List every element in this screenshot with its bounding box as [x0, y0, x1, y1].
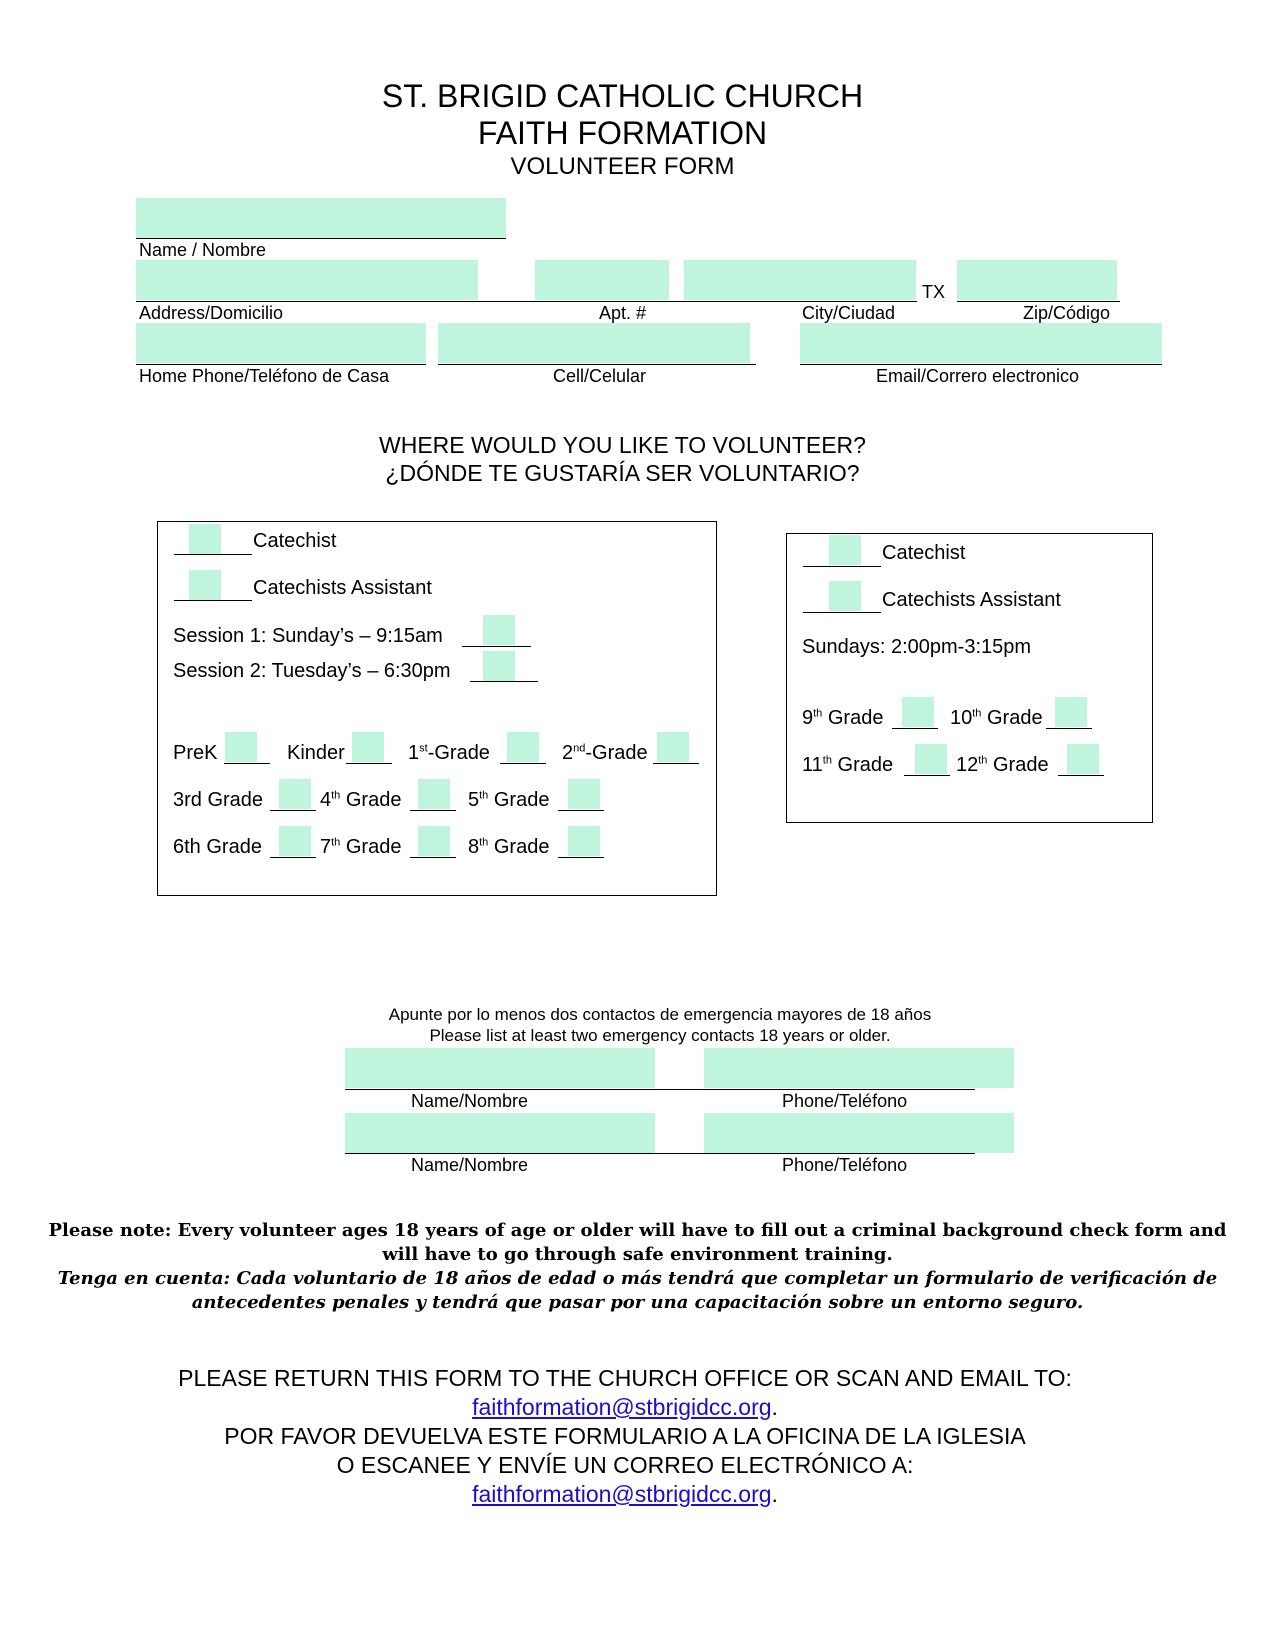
return-instruction-es-2: O ESCANEE Y ENVÍE UN CORREO ELECTRÓNICO A: — [336, 1452, 914, 1478]
apt-field[interactable] — [535, 260, 669, 300]
grade4-label: 4th Grade — [320, 789, 402, 811]
cell-label: Cell/Celular — [553, 366, 647, 386]
kinder-label: Kinder — [287, 742, 345, 764]
emergency1-phone-field[interactable] — [704, 1048, 1014, 1088]
name-field[interactable] — [136, 198, 506, 238]
rb-assistant-blank-line — [803, 612, 881, 613]
kinder-blank-line — [346, 763, 392, 764]
emergency1-phone-label: Phone/Teléfono — [782, 1091, 908, 1111]
grade3-label: 3rd Grade — [173, 789, 264, 811]
emergency1-name-label: Name/Nombre — [411, 1091, 529, 1111]
return-email-line-1 — [0, 1393, 1250, 1422]
address-field[interactable] — [136, 260, 478, 300]
zip-label: Zip/Código — [1023, 303, 1111, 323]
volunteer-question-es: ¿DÓNDE TE GUSTARÍA SER VOLUNTARIO? — [385, 460, 860, 486]
grade3-checkbox[interactable] — [279, 779, 311, 809]
grade2-blank-line — [653, 763, 699, 764]
name-label: Name / Nombre — [139, 240, 267, 260]
emergency1-underline — [345, 1089, 975, 1090]
emergency2-phone-label: Phone/Teléfono — [782, 1155, 908, 1175]
email-link-2[interactable]: faithformation@stbrigidcc.org — [472, 1481, 772, 1507]
kinder-checkbox[interactable] — [352, 732, 384, 762]
assistant-checkbox[interactable] — [189, 570, 221, 600]
grade1-blank-line — [500, 763, 546, 764]
grade10-blank-line — [1046, 728, 1092, 729]
emergency1-name-field[interactable] — [345, 1048, 655, 1088]
emergency-instruction-en: Please list at least two emergency contacts 18 years or older. — [429, 1026, 891, 1045]
session2-checkbox[interactable] — [483, 651, 515, 681]
assistant-blank-line — [174, 600, 252, 601]
grade6-label: 6th Grade — [173, 836, 262, 858]
grade10-label: 10th Grade — [950, 707, 1043, 729]
church-name: ST. BRIGID CATHOLIC CHURCH — [381, 78, 864, 114]
grade6-blank-line — [270, 857, 316, 858]
grade2-checkbox[interactable] — [657, 732, 689, 762]
prek-checkbox[interactable] — [225, 732, 257, 762]
cell-underline — [438, 364, 756, 365]
zip-field[interactable] — [957, 260, 1117, 300]
grade7-checkbox[interactable] — [418, 826, 450, 856]
cell-field[interactable] — [438, 323, 750, 363]
email-field[interactable] — [800, 323, 1162, 363]
return-email-line-2 — [0, 1480, 1250, 1509]
grade9-blank-line — [892, 728, 938, 729]
prek-label: PreK — [173, 742, 218, 764]
grade9-checkbox[interactable] — [902, 697, 934, 727]
rb-catechist-blank-line — [803, 566, 881, 567]
rb-assistant-checkbox[interactable] — [829, 581, 861, 611]
emergency-instruction-es: Apunte por lo menos dos contactos de emergencia mayores de 18 años — [388, 1005, 932, 1024]
email-link-1[interactable]: faithformation@stbrigidcc.org — [472, 1394, 772, 1420]
grade8-checkbox[interactable] — [568, 826, 600, 856]
grade7-blank-line — [410, 857, 456, 858]
email-period-1: . — [771, 1394, 778, 1420]
grade7-label: 7th Grade — [320, 836, 402, 858]
email-period-2: . — [771, 1481, 778, 1507]
emergency2-name-label: Name/Nombre — [411, 1155, 529, 1175]
grade1-checkbox[interactable] — [507, 732, 539, 762]
emergency2-underline — [345, 1153, 975, 1154]
return-instruction-es-1: POR FAVOR DEVUELVA ESTE FORMULARIO A LA OFICINA DE LA IGLESIA — [224, 1423, 1026, 1449]
sunday-options-box — [786, 533, 1153, 823]
grade12-label: 12th Grade — [956, 754, 1049, 776]
volunteer-question-en: WHERE WOULD YOU LIKE TO VOLUNTEER? — [379, 432, 866, 458]
grade4-blank-line — [410, 810, 456, 811]
background-check-notice-es: Tenga en cuenta: Cada voluntario de 18 años de edad o más tendrá que completar un formulario de verificación de antecedentes penales y tendrá que pasar por una capacitación sobre un entorno seguro. — [57, 1268, 1218, 1313]
grade10-checkbox[interactable] — [1055, 697, 1087, 727]
emergency2-phone-field[interactable] — [704, 1113, 1014, 1153]
catechist-checkbox[interactable] — [189, 524, 221, 554]
sunday-session-label: Sundays: 2:00pm-3:15pm — [802, 636, 1032, 658]
assistant-label: Catechists Assistant — [253, 577, 432, 599]
state-text: TX — [922, 282, 946, 302]
apt-label: Apt. # — [599, 303, 647, 323]
session1-checkbox[interactable] — [483, 615, 515, 645]
grade11-label: 11th Grade — [802, 754, 894, 776]
grade9-label: 9th Grade — [802, 707, 884, 729]
catechist-blank-line — [174, 554, 252, 555]
emergency2-name-field[interactable] — [345, 1113, 655, 1153]
grade12-checkbox[interactable] — [1067, 744, 1099, 774]
rb-catechist-label: Catechist — [882, 542, 966, 564]
session2-label: Session 2: Tuesday’s – 6:30pm — [173, 660, 451, 682]
grade2-label: 2nd-Grade — [562, 742, 648, 764]
grade8-blank-line — [558, 857, 604, 858]
grade5-checkbox[interactable] — [568, 779, 600, 809]
grade3-blank-line — [270, 810, 316, 811]
address-label: Address/Domicilio — [139, 303, 284, 323]
program-title: FAITH FORMATION — [477, 115, 768, 151]
grade8-label: 8th Grade — [468, 836, 550, 858]
city-field[interactable] — [684, 260, 916, 300]
home-phone-underline — [136, 364, 426, 365]
grade5-blank-line — [558, 810, 604, 811]
grade1-label: 1st-Grade — [408, 742, 490, 764]
name-underline — [136, 238, 506, 239]
background-check-notice-en: Please note: Every volunteer ages 18 years of age or older will have to fill out a criminal background check form and will have to go through safe environment training. — [48, 1220, 1227, 1265]
rb-assistant-label: Catechists Assistant — [882, 589, 1061, 611]
catechist-label: Catechist — [253, 530, 337, 552]
email-underline — [800, 364, 1162, 365]
session2-blank-line — [470, 681, 538, 682]
grade4-checkbox[interactable] — [418, 779, 450, 809]
grade11-blank-line — [904, 775, 950, 776]
city-label: City/Ciudad — [802, 303, 896, 323]
grade5-label: 5th Grade — [468, 789, 550, 811]
grade11-checkbox[interactable] — [915, 744, 947, 774]
rb-catechist-checkbox[interactable] — [829, 535, 861, 565]
session1-blank-line — [462, 646, 531, 647]
grade12-blank-line — [1058, 775, 1104, 776]
email-label: Email/Correro electronico — [876, 366, 1080, 386]
return-instruction-en: PLEASE RETURN THIS FORM TO THE CHURCH OFFICE OR SCAN AND EMAIL TO: — [178, 1365, 1072, 1391]
form-title: VOLUNTEER FORM — [510, 153, 735, 180]
prek-blank-line — [224, 763, 270, 764]
home-phone-label: Home Phone/Teléfono de Casa — [139, 366, 390, 386]
address-underline — [136, 301, 917, 302]
session1-label: Session 1: Sunday’s – 9:15am — [173, 625, 443, 647]
home-phone-field[interactable] — [136, 323, 426, 363]
zip-underline — [957, 301, 1120, 302]
grade6-checkbox[interactable] — [279, 826, 311, 856]
